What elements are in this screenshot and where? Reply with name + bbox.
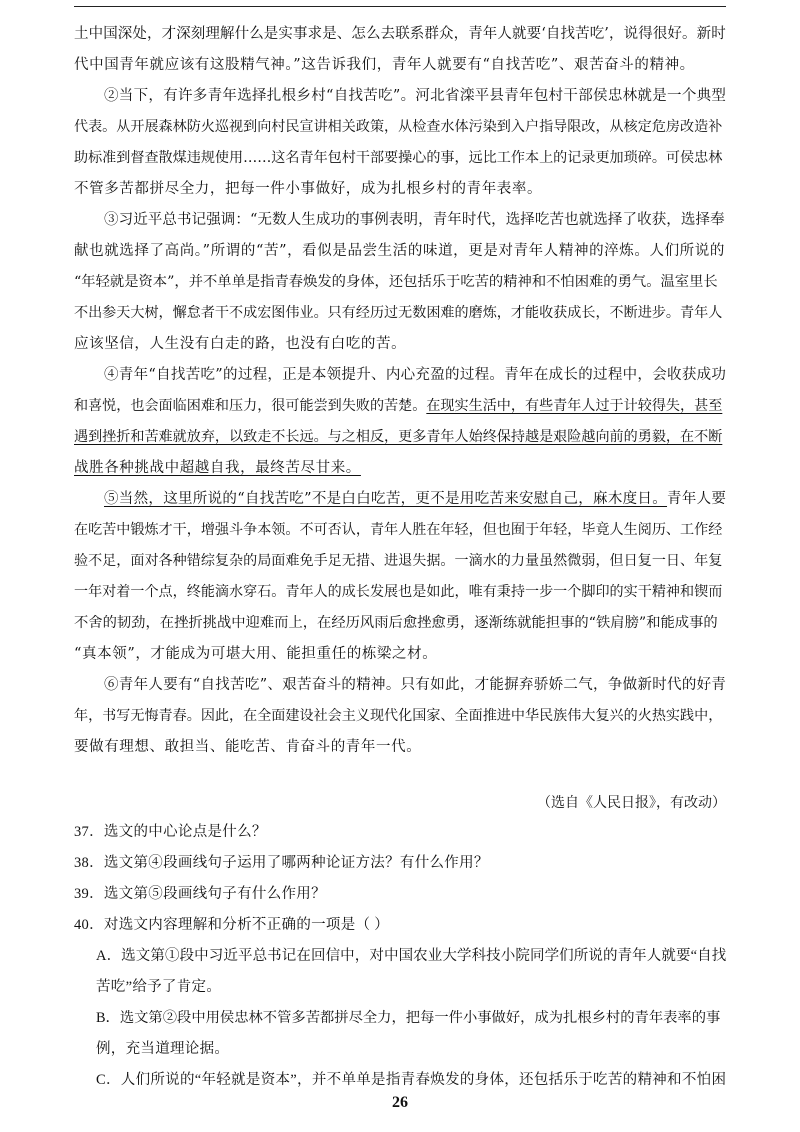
passage-line: 代表。从开展森林防火巡视到向村民宣讲相关政策，从检查水体污染到入户指导限改，从核定危房改造补: [74, 119, 723, 135]
passage-line: “真本领”，才能成为可堪大用、能担重任的栋梁之材。: [74, 646, 438, 662]
question-37: 37．选文的中心论点是什么？: [74, 824, 267, 840]
passage-line: 代中国青年就应该有这股精气神。”这告诉我们，青年人就要有“自找苦吃”、艰苦奋斗的精神。: [74, 57, 695, 73]
option-a: A．选文第①段中习近平总书记在回信中，对中国农业大学科技小院同学们所说的青年人就要“自找: [96, 948, 727, 964]
question-40-text: 的一项是（ ）: [296, 917, 390, 933]
passage-line: 一年对着一个点，终能滴水穿石。青年人的成长发展也是如此，唯有秉持一步一个脚印的实干精神和锲而: [74, 584, 723, 600]
underlined-sentence: 在现实生活中，有些青年人过于计较得失，甚至: [426, 398, 723, 414]
underlined-sentence: 战胜各种挑战中超越自我，最终苦尽甘来。: [74, 460, 361, 476]
passage-line: [74, 396, 726, 416]
option-b-cont: 例，充当道理论据。: [96, 1041, 230, 1057]
source-citation: （选自《人民日报》，有改动）: [537, 795, 726, 811]
passage-line: 要做有理想、敢担当、能吃苦、肯奋斗的青年一代。: [74, 739, 422, 755]
emphasis-mark: · · · 不正确: [252, 917, 296, 933]
passage-text: 和喜悦，也会面临困难和压力，很可能尝到失败的苦楚。: [74, 398, 427, 414]
option-a-cont: 苦吃”给予了肯定。: [96, 979, 222, 995]
passage-line: 验不足，面对各种错综复杂的局面难免手足无措、进退失据。一滴水的力量虽然微弱，但日复一日、年复: [74, 553, 723, 569]
passage-line: “年轻就是资本”，并不单单是指青春焕发的身体，还包括乐于吃苦的精神和不怕困难的勇气。温室里长: [74, 274, 718, 290]
passage-line: 不舍的韧劲，在挫折挑战中迎难而上，在经历风雨后愈挫愈勇，逐渐练就能担事的“铁肩膀”和能成事的: [74, 615, 718, 631]
passage-line: 年，书写无悔青春。因此，在全面建设社会主义现代化国家、全面推进中华民族伟大复兴的火热实践中，: [74, 708, 723, 724]
top-rule: [74, 6, 726, 7]
page-number: 26: [392, 1094, 408, 1111]
passage-line: 在吃苦中锻炼才干，增强斗争本领。不可否认，青年人胜在年轻，但也囿于年轻，毕竟人生阅历、工作经: [74, 522, 723, 538]
passage-line: 土中国深处，才深刻理解什么是实事求是、怎么去联系群众，青年人就要‘自找苦吃’，说得很好。新时: [74, 26, 726, 42]
underlined-sentence: 遇到挫折和苦难就放弃，以致走不长远。与之相反，更多青年人始终保持越是艰险越向前的勇毅，在不断: [74, 429, 723, 445]
question-40: [74, 915, 726, 935]
passage-line: ④青年“自找苦吃”的过程，正是本领提升、内心充盈的过程。青年在成长的过程中，会收获成功: [104, 367, 727, 383]
question-39: 39．选文第⑤段画线句子有什么作用？: [74, 886, 326, 902]
passage-line: ③习近平总书记强调：“无数人生成功的事例表明，青年时代，选择吃苦也就选择了收获，选择奉: [104, 212, 725, 228]
passage-text: 青年人要: [667, 491, 727, 507]
passage-line: ②当下，有许多青年选择扎根乡村“自找苦吃”。河北省滦平县青年包村干部侯忠林就是一个典型: [104, 88, 727, 104]
question-38: 38．选文第④段画线句子运用了哪两种论证方法？有什么作用？: [74, 855, 489, 871]
option-c: C．人们所说的“年轻就是资本”，并不单单是指青春焕发的身体，还包括乐于吃苦的精神和不怕困: [96, 1072, 727, 1088]
passage-line: [104, 489, 726, 509]
passage-line: 献也就选择了高尚。”所谓的“苦”，看似是品尝生活的味道，更是对青年人精神的淬炼。人们所说的: [74, 243, 725, 259]
question-40-text: 40．对选文内容理解和分析: [74, 917, 252, 933]
passage-line: 助标准到督查散煤违规使用……这名青年包村干部要操心的事，远比工作本上的记录更加琐碎。可侯忠林: [74, 150, 723, 166]
passage-line: ⑥青年人要有“自找苦吃”、艰苦奋斗的精神。只有如此，才能摒弃骄娇二气，争做新时代的好青: [104, 677, 727, 693]
passage-line: 不出参天大树，懈怠者干不成宏图伟业。只有经历过无数困难的磨炼，才能收获成长，不断进步。青年人: [74, 305, 723, 321]
underlined-sentence: ⑤当然，这里所说的“自找苦吃”不是白白吃苦，更不是用吃苦来安慰自己，麻木度日。: [104, 491, 668, 507]
passage-line: 应该坚信，人生没有白走的路，也没有白吃的苦。: [74, 336, 407, 352]
passage-line: [74, 458, 726, 478]
passage-line: 不管多苦都拼尽全力，把每一件小事做好，成为扎根乡村的青年表率。: [74, 181, 543, 197]
option-b: B．选文第②段中用侯忠林不管多苦都拼尽全力，把每一件小事做好，成为扎根乡村的青年表率的事: [96, 1010, 721, 1026]
